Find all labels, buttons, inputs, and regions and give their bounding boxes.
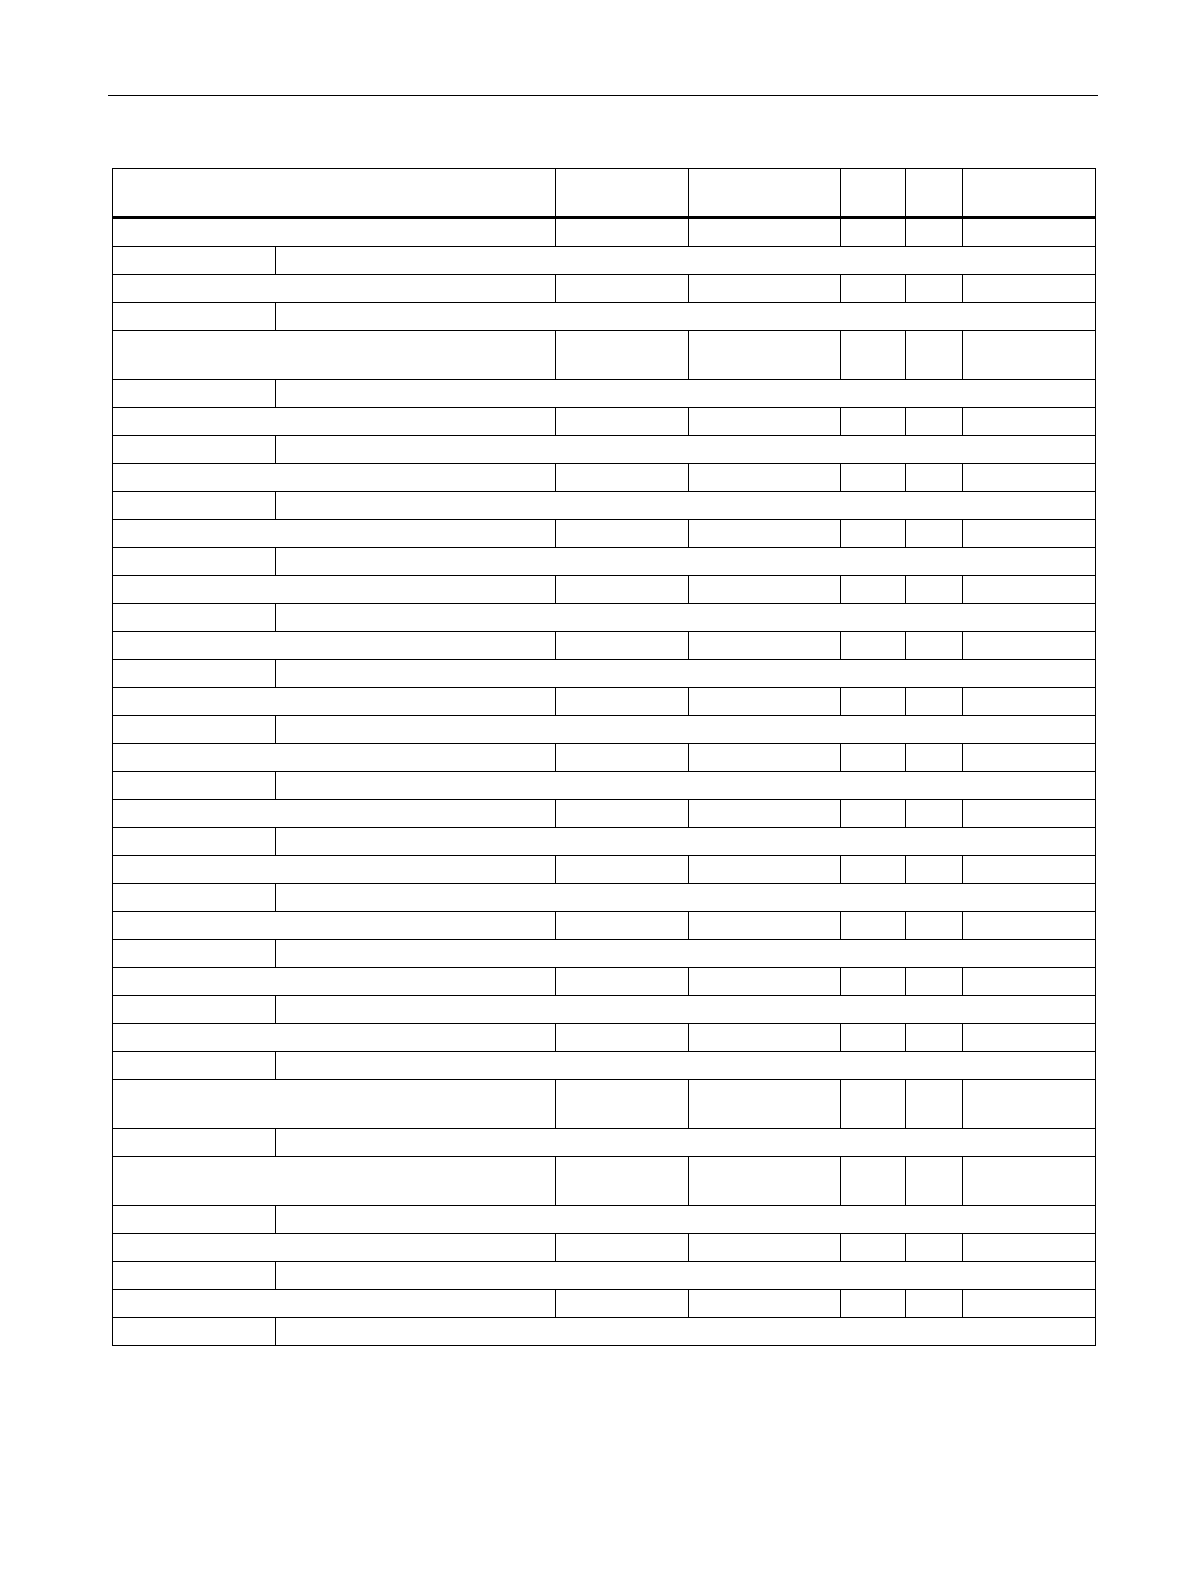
detail-cell-1	[113, 940, 276, 968]
entry-cell-3	[689, 800, 841, 828]
entry-cell-6	[963, 1290, 1096, 1318]
detail-cell-1	[113, 828, 276, 856]
entry-detail-row	[113, 303, 1096, 331]
entry-cell-6	[963, 1234, 1096, 1262]
entry-row	[113, 1080, 1096, 1129]
entry-row	[113, 1290, 1096, 1318]
entry-row	[113, 275, 1096, 303]
entry-cell-5	[906, 744, 963, 772]
entry-cell-1	[113, 576, 556, 604]
entry-cell-3	[689, 1157, 841, 1206]
entry-cell-1	[113, 1157, 556, 1206]
entry-cell-2	[556, 1234, 689, 1262]
entry-cell-5	[906, 408, 963, 436]
entry-cell-5	[906, 464, 963, 492]
entry-cell-3	[689, 688, 841, 716]
entry-cell-5	[906, 275, 963, 303]
entry-cell-1	[113, 1234, 556, 1262]
detail-cell-1	[113, 884, 276, 912]
detail-cell-2	[276, 1318, 1096, 1346]
entry-row	[113, 632, 1096, 660]
entry-row	[113, 408, 1096, 436]
blank-form-table	[112, 168, 1096, 1346]
entry-cell-5	[906, 856, 963, 884]
entry-cell-3	[689, 968, 841, 996]
entry-detail-row	[113, 380, 1096, 408]
entry-cell-6	[963, 856, 1096, 884]
detail-cell-2	[276, 492, 1096, 520]
detail-cell-1	[113, 996, 276, 1024]
table-header	[113, 169, 1096, 218]
entry-cell-4	[841, 688, 906, 716]
entry-cell-3	[689, 1234, 841, 1262]
entry-cell-4	[841, 520, 906, 548]
entry-cell-3	[689, 1290, 841, 1318]
entry-cell-1	[113, 856, 556, 884]
entry-cell-5	[906, 1024, 963, 1052]
entry-cell-4	[841, 968, 906, 996]
entry-cell-1	[113, 218, 556, 247]
entry-detail-row	[113, 1262, 1096, 1290]
detail-cell-1	[113, 303, 276, 331]
entry-cell-2	[556, 968, 689, 996]
entry-cell-1	[113, 912, 556, 940]
entry-cell-2	[556, 744, 689, 772]
entry-cell-1	[113, 464, 556, 492]
entry-cell-4	[841, 275, 906, 303]
entry-cell-6	[963, 1157, 1096, 1206]
detail-cell-2	[276, 1206, 1096, 1234]
entry-cell-2	[556, 1080, 689, 1129]
entry-cell-4	[841, 800, 906, 828]
entry-cell-5	[906, 1234, 963, 1262]
entry-cell-6	[963, 632, 1096, 660]
entry-cell-2	[556, 1157, 689, 1206]
detail-cell-2	[276, 716, 1096, 744]
column-header-3	[689, 169, 841, 218]
entry-cell-6	[963, 520, 1096, 548]
detail-cell-2	[276, 660, 1096, 688]
entry-cell-1	[113, 688, 556, 716]
detail-cell-2	[276, 604, 1096, 632]
detail-cell-2	[276, 548, 1096, 576]
entry-detail-row	[113, 828, 1096, 856]
entry-cell-3	[689, 744, 841, 772]
entry-detail-row	[113, 1318, 1096, 1346]
entry-cell-1	[113, 632, 556, 660]
entry-cell-6	[963, 218, 1096, 247]
detail-cell-1	[113, 247, 276, 275]
entry-cell-1	[113, 800, 556, 828]
entry-detail-row	[113, 884, 1096, 912]
entry-cell-6	[963, 464, 1096, 492]
entry-cell-5	[906, 520, 963, 548]
detail-cell-1	[113, 1129, 276, 1157]
entry-cell-1	[113, 968, 556, 996]
entry-cell-1	[113, 744, 556, 772]
detail-cell-1	[113, 1262, 276, 1290]
entry-cell-6	[963, 688, 1096, 716]
detail-cell-2	[276, 303, 1096, 331]
entry-cell-2	[556, 408, 689, 436]
detail-cell-1	[113, 1206, 276, 1234]
entry-cell-6	[963, 275, 1096, 303]
entry-detail-row	[113, 1129, 1096, 1157]
entry-row	[113, 744, 1096, 772]
entry-detail-row	[113, 548, 1096, 576]
entry-cell-3	[689, 856, 841, 884]
entry-cell-6	[963, 331, 1096, 380]
entry-row	[113, 331, 1096, 380]
detail-cell-1	[113, 492, 276, 520]
entry-cell-4	[841, 912, 906, 940]
detail-cell-1	[113, 1318, 276, 1346]
entry-cell-4	[841, 1157, 906, 1206]
column-header-5	[906, 169, 963, 218]
entry-cell-5	[906, 800, 963, 828]
detail-cell-2	[276, 1052, 1096, 1080]
entry-cell-5	[906, 912, 963, 940]
entry-row	[113, 1234, 1096, 1262]
entry-cell-4	[841, 408, 906, 436]
entry-cell-2	[556, 331, 689, 380]
entry-cell-2	[556, 464, 689, 492]
entry-cell-2	[556, 856, 689, 884]
entry-cell-3	[689, 275, 841, 303]
entry-detail-row	[113, 1052, 1096, 1080]
entry-cell-6	[963, 968, 1096, 996]
detail-cell-2	[276, 436, 1096, 464]
entry-row	[113, 464, 1096, 492]
detail-cell-1	[113, 660, 276, 688]
entry-cell-2	[556, 800, 689, 828]
entry-row	[113, 218, 1096, 247]
detail-cell-2	[276, 380, 1096, 408]
entry-cell-3	[689, 1080, 841, 1129]
entry-cell-1	[113, 275, 556, 303]
column-header-1	[113, 169, 556, 218]
entry-cell-5	[906, 968, 963, 996]
detail-cell-2	[276, 940, 1096, 968]
entry-cell-1	[113, 1290, 556, 1318]
entry-cell-4	[841, 1024, 906, 1052]
detail-cell-1	[113, 1052, 276, 1080]
entry-cell-3	[689, 912, 841, 940]
entry-cell-5	[906, 576, 963, 604]
detail-cell-1	[113, 772, 276, 800]
detail-cell-2	[276, 1262, 1096, 1290]
entry-cell-6	[963, 576, 1096, 604]
detail-cell-2	[276, 247, 1096, 275]
entry-cell-2	[556, 632, 689, 660]
detail-cell-1	[113, 716, 276, 744]
entry-cell-4	[841, 856, 906, 884]
detail-cell-2	[276, 828, 1096, 856]
detail-cell-2	[276, 772, 1096, 800]
entry-cell-3	[689, 331, 841, 380]
entry-cell-4	[841, 464, 906, 492]
entry-detail-row	[113, 660, 1096, 688]
entry-cell-6	[963, 1080, 1096, 1129]
entry-row	[113, 968, 1096, 996]
detail-cell-1	[113, 436, 276, 464]
entry-detail-row	[113, 436, 1096, 464]
entry-cell-5	[906, 688, 963, 716]
entry-cell-2	[556, 688, 689, 716]
entry-cell-4	[841, 1234, 906, 1262]
entry-cell-3	[689, 218, 841, 247]
entry-detail-row	[113, 492, 1096, 520]
entry-cell-4	[841, 744, 906, 772]
entry-cell-4	[841, 331, 906, 380]
detail-cell-2	[276, 1129, 1096, 1157]
entry-cell-1	[113, 408, 556, 436]
entry-cell-2	[556, 275, 689, 303]
entry-cell-3	[689, 408, 841, 436]
entry-cell-5	[906, 1290, 963, 1318]
entry-row	[113, 520, 1096, 548]
entry-cell-3	[689, 1024, 841, 1052]
entry-cell-3	[689, 576, 841, 604]
entry-row	[113, 912, 1096, 940]
entry-cell-1	[113, 1080, 556, 1129]
entry-cell-5	[906, 331, 963, 380]
column-header-2	[556, 169, 689, 218]
entry-row	[113, 1024, 1096, 1052]
entry-detail-row	[113, 716, 1096, 744]
column-header-6	[963, 169, 1096, 218]
detail-cell-2	[276, 884, 1096, 912]
entry-cell-5	[906, 632, 963, 660]
entry-cell-4	[841, 218, 906, 247]
entry-cell-4	[841, 1080, 906, 1129]
entry-cell-2	[556, 1290, 689, 1318]
entry-row	[113, 688, 1096, 716]
detail-cell-2	[276, 996, 1096, 1024]
table-body	[113, 218, 1096, 1346]
detail-cell-1	[113, 548, 276, 576]
entry-detail-row	[113, 1206, 1096, 1234]
entry-cell-2	[556, 1024, 689, 1052]
entry-cell-6	[963, 1024, 1096, 1052]
entry-row	[113, 856, 1096, 884]
entry-cell-1	[113, 520, 556, 548]
page-header-rule	[108, 95, 1098, 96]
entry-cell-5	[906, 1080, 963, 1129]
entry-detail-row	[113, 940, 1096, 968]
entry-cell-6	[963, 800, 1096, 828]
entry-cell-1	[113, 1024, 556, 1052]
entry-row	[113, 800, 1096, 828]
entry-cell-4	[841, 576, 906, 604]
entry-row	[113, 1157, 1096, 1206]
entry-cell-3	[689, 464, 841, 492]
entry-cell-6	[963, 408, 1096, 436]
entry-cell-1	[113, 331, 556, 380]
entry-cell-3	[689, 632, 841, 660]
entry-cell-3	[689, 520, 841, 548]
entry-cell-5	[906, 218, 963, 247]
entry-cell-2	[556, 576, 689, 604]
entry-cell-6	[963, 744, 1096, 772]
entry-cell-2	[556, 520, 689, 548]
header-row	[113, 169, 1096, 218]
column-header-4	[841, 169, 906, 218]
entry-cell-2	[556, 218, 689, 247]
detail-cell-1	[113, 380, 276, 408]
entry-cell-4	[841, 632, 906, 660]
entry-detail-row	[113, 772, 1096, 800]
entry-detail-row	[113, 247, 1096, 275]
detail-cell-1	[113, 604, 276, 632]
entry-cell-2	[556, 912, 689, 940]
entry-detail-row	[113, 604, 1096, 632]
entry-detail-row	[113, 996, 1096, 1024]
entry-cell-6	[963, 912, 1096, 940]
entry-cell-4	[841, 1290, 906, 1318]
entry-row	[113, 576, 1096, 604]
entry-cell-5	[906, 1157, 963, 1206]
